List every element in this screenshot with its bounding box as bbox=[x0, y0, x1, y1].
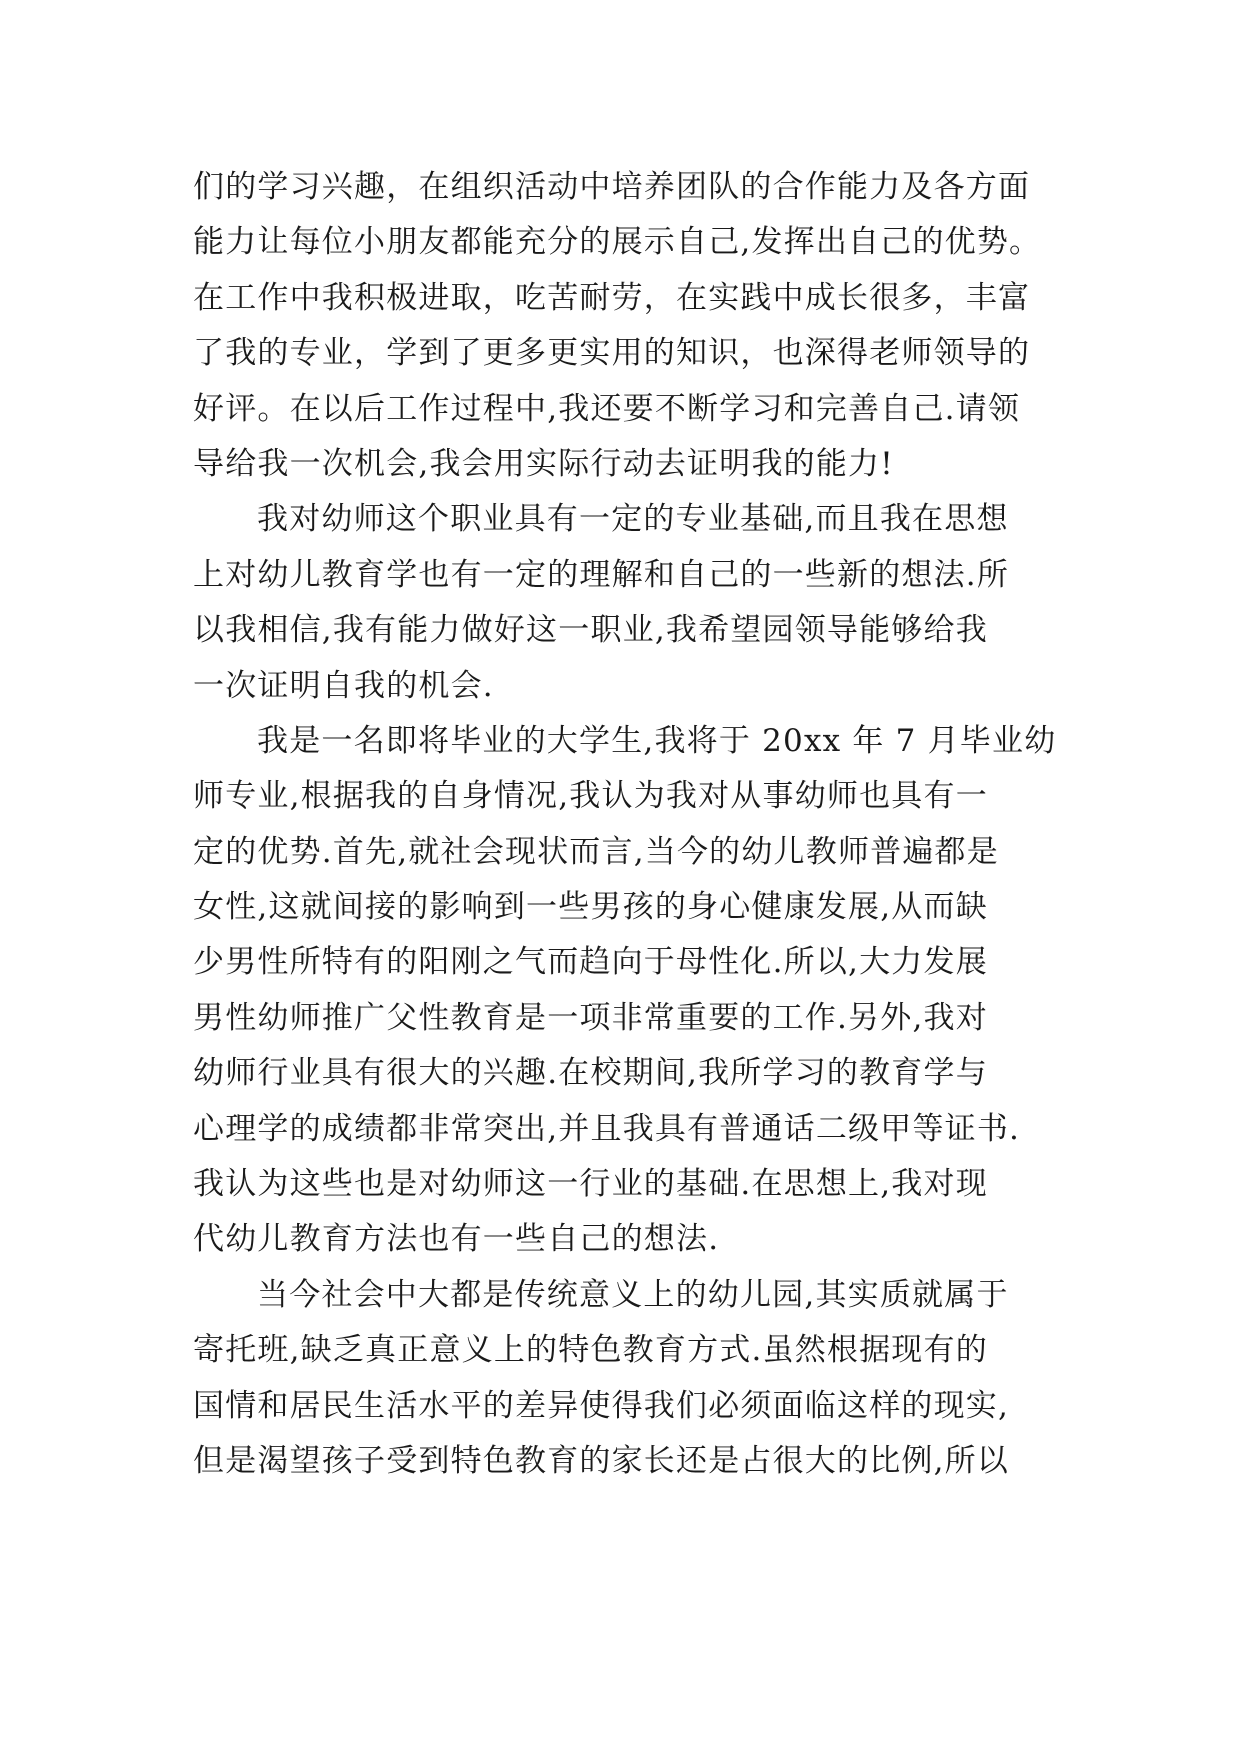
text-line: 一次证明自我的机会. bbox=[193, 667, 494, 704]
text-line: 男性幼师推广父性教育是一项非常重要的工作.另外,我对 bbox=[193, 999, 988, 1036]
text-line: 定的优势.首先,就社会现状而言,当今的幼儿教师普遍都是 bbox=[193, 833, 999, 870]
text-line: 好评。在以后工作过程中,我还要不断学习和完善自己.请领 bbox=[193, 390, 1021, 427]
text-line: 心理学的成绩都非常突出,并且我具有普通话二级甲等证书. bbox=[193, 1110, 1021, 1147]
text-line: 了我的专业，学到了更多更实用的知识，也深得老师领导的 bbox=[193, 335, 1031, 372]
text-line: 导给我一次机会,我会用实际行动去证明我的能力! bbox=[193, 445, 894, 482]
text-line: 在工作中我积极进取，吃苦耐劳，在实践中成长很多，丰富 bbox=[193, 279, 1031, 316]
paragraph-first-line: 我是一名即将毕业的大学生,我将于 20xx 年 7 月毕业幼 bbox=[257, 722, 1057, 759]
text-line: 少男性所特有的阳刚之气而趋向于母性化.所以,大力发展 bbox=[193, 944, 988, 981]
text-line: 能力让每位小朋友都能充分的展示自己,发挥出自己的优势。 bbox=[193, 224, 1042, 261]
text-line: 们的学习兴趣，在组织活动中培养团队的合作能力及各方面 bbox=[193, 169, 1031, 205]
text-line: 代幼儿教育方法也有一些自己的想法. bbox=[193, 1221, 720, 1258]
text-line: 国情和居民生活水平的差异使得我们必须面临这样的现实, bbox=[193, 1387, 1010, 1424]
paragraph-first-line: 当今社会中大都是传统意义上的幼儿园,其实质就属于 bbox=[257, 1276, 1009, 1313]
text-line: 幼师行业具有很大的兴趣.在校期间,我所学习的教育学与 bbox=[193, 1055, 988, 1092]
text-line: 但是渴望孩子受到特色教育的家长还是占很大的比例,所以 bbox=[193, 1442, 1010, 1479]
document-body bbox=[193, 160, 1073, 1489]
text-line: 女性,这就间接的影响到一些男孩的身心健康发展,从而缺 bbox=[193, 889, 988, 926]
paragraph-first-line: 我对幼师这个职业具有一定的专业基础,而且我在思想 bbox=[257, 501, 1009, 538]
text-line: 上对幼儿教育学也有一定的理解和自己的一些新的想法.所 bbox=[193, 556, 1010, 593]
text-line: 以我相信,我有能力做好这一职业,我希望园领导能够给我 bbox=[193, 612, 988, 649]
text-line: 寄托班,缺乏真正意义上的特色教育方式.虽然根据现有的 bbox=[193, 1332, 988, 1369]
text-line: 我认为这些也是对幼师这一行业的基础.在思想上,我对现 bbox=[193, 1166, 988, 1203]
text-line: 师专业,根据我的自身情况,我认为我对从事幼师也具有一 bbox=[193, 778, 988, 815]
